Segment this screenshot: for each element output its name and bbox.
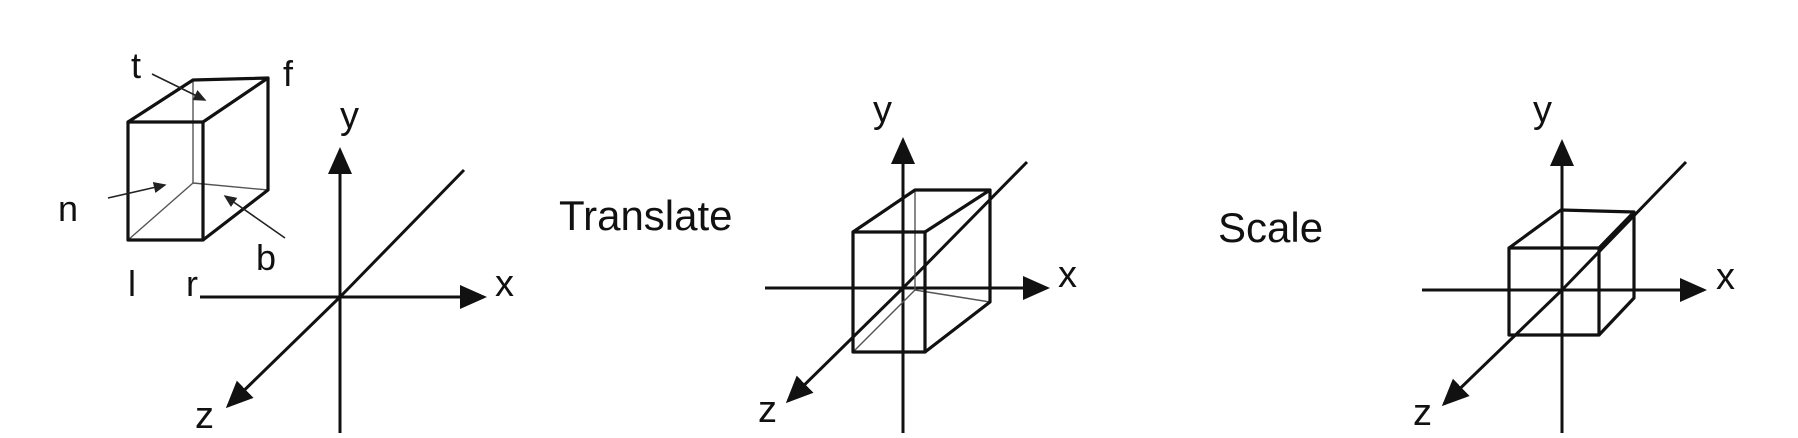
z-axis-back: [1562, 162, 1686, 290]
box-hidden-edge: [853, 290, 915, 352]
axes-panel-2: [765, 140, 1047, 433]
box-right-face: [203, 78, 268, 240]
y-axis-label: y: [340, 95, 359, 137]
z-axis-back: [340, 170, 464, 297]
label-right: r: [186, 263, 198, 304]
x-axis-label: x: [1058, 254, 1077, 296]
z-axis-label: z: [758, 389, 777, 431]
z-axis-back: [903, 162, 1027, 288]
panel-translate: [559, 89, 1077, 433]
z-axis: [228, 297, 340, 406]
view-volume-box: [128, 78, 268, 240]
translate-label: Translate: [559, 192, 733, 239]
z-axis-label: z: [195, 395, 214, 433]
label-near: n: [58, 188, 79, 229]
x-axis-label: x: [1716, 256, 1735, 298]
box-top-face: [853, 190, 990, 232]
panel-scale: [1218, 89, 1735, 433]
label-left: l: [128, 263, 136, 304]
z-axis-label: z: [1413, 392, 1432, 433]
axes-panel-3: [1422, 142, 1704, 433]
pointer-t: [152, 74, 205, 100]
panel-original: [58, 45, 514, 433]
z-axis: [788, 288, 903, 401]
x-axis-label: x: [495, 263, 514, 305]
box-top-face: [1509, 210, 1634, 248]
z-axis: [1444, 290, 1562, 404]
y-axis-label: y: [1533, 89, 1552, 131]
box-top-face: [128, 78, 268, 122]
scale-label: Scale: [1218, 204, 1324, 251]
label-far: f: [283, 53, 294, 94]
box-front-face: [128, 122, 203, 240]
axes-panel-1: [200, 150, 484, 433]
box-right-face: [925, 190, 990, 352]
y-axis-label: y: [873, 89, 892, 131]
scaled-box: [1509, 210, 1634, 335]
label-top: t: [131, 45, 142, 86]
box-front-face: [853, 232, 925, 352]
label-bottom: b: [256, 237, 277, 278]
pointer-n: [108, 185, 165, 198]
